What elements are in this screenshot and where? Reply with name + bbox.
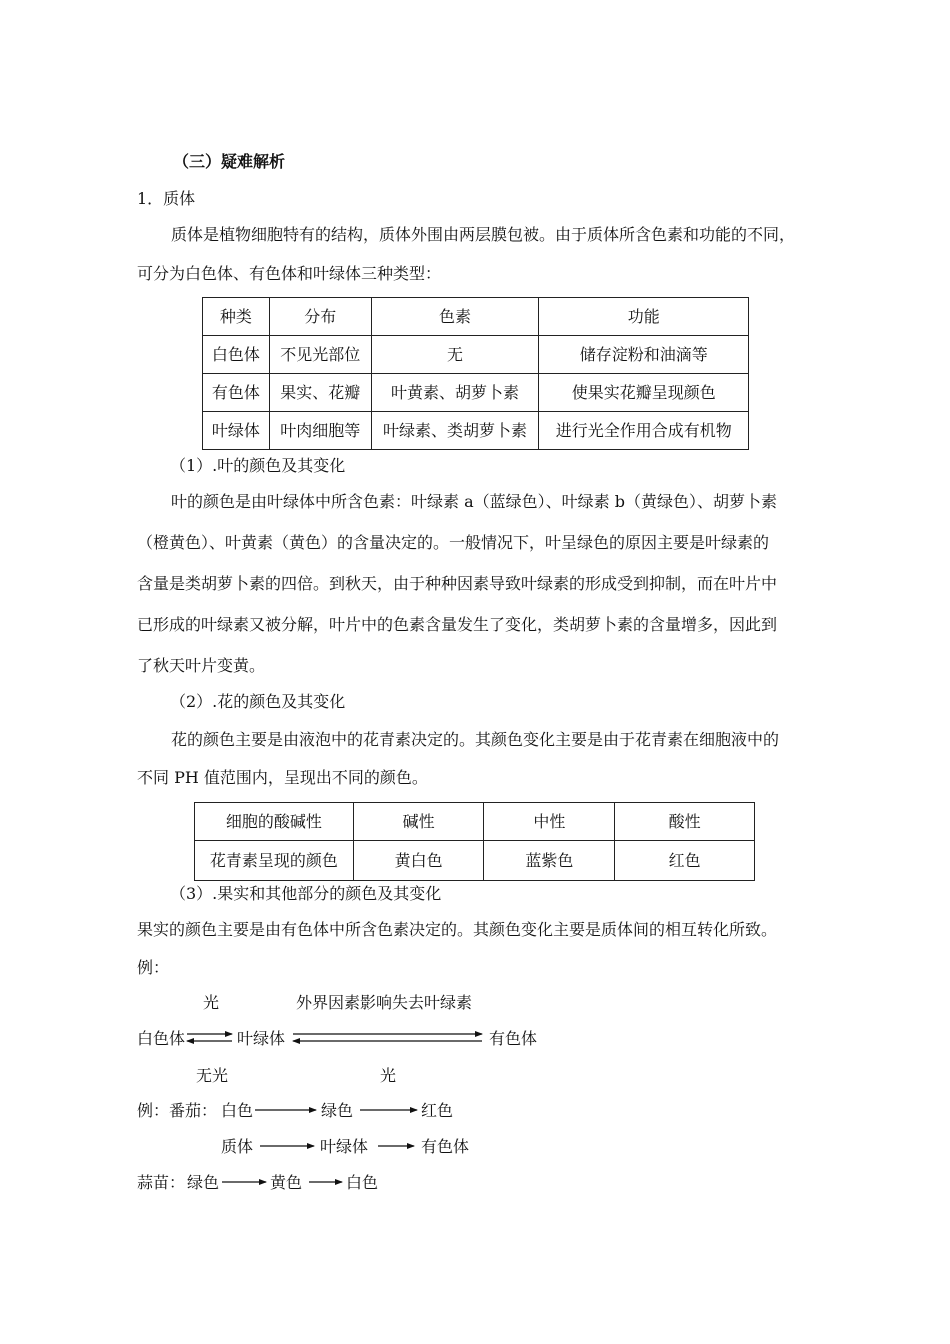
paragraph-line: 叶的颜色是由叶绿体中所含色素：叶绿素 a（蓝绿色）、叶绿素 b（黄绿色）、胡萝卜素 bbox=[171, 492, 777, 511]
table-cell: 叶肉细胞等 bbox=[269, 412, 371, 450]
table-cell: 酸性 bbox=[615, 803, 755, 841]
diagram-node-chromoplast: 有色体 bbox=[489, 1029, 538, 1048]
table-header-cell: 种类 bbox=[203, 298, 270, 336]
table-header-cell: 分布 bbox=[269, 298, 371, 336]
garlic-label: 蒜苗： bbox=[137, 1173, 186, 1192]
table-cell: 蓝紫色 bbox=[484, 841, 615, 881]
tomato-plastid-1: 质体 bbox=[221, 1137, 254, 1156]
table-header-cell: 功能 bbox=[539, 298, 749, 336]
diagram-node-chloroplast: 叶绿体 bbox=[237, 1029, 286, 1048]
diagram-node-leucoplast: 白色体 bbox=[137, 1029, 186, 1048]
garlic-color-3: 白色 bbox=[346, 1173, 379, 1192]
tomato-color-3: 红色 bbox=[421, 1101, 454, 1120]
subsection-title: （2）.花的颜色及其变化 bbox=[170, 692, 346, 711]
table-cell: 叶黄素、胡萝卜素 bbox=[371, 374, 539, 412]
tomato-plastid-3: 有色体 bbox=[421, 1137, 470, 1156]
table-cell: 果实、花瓣 bbox=[269, 374, 371, 412]
table-cell: 叶绿体 bbox=[203, 412, 270, 450]
diagram-label-light-bottom: 光 bbox=[380, 1066, 397, 1085]
table-cell: 使果实花瓣呈现颜色 bbox=[539, 374, 749, 412]
paragraph-line: 含量是类胡萝卜素的四倍。到秋天，由于种种因素导致叶绿素的形成受到抑制，而在叶片中 bbox=[137, 574, 778, 593]
paragraph-line: 花的颜色主要是由液泡中的花青素决定的。其颜色变化主要是由于花青素在细胞液中的 bbox=[171, 730, 780, 749]
diagram-label-no-light: 无光 bbox=[196, 1066, 229, 1085]
diagram-label-light: 光 bbox=[203, 993, 220, 1012]
table-cell: 黄白色 bbox=[353, 841, 484, 881]
table-row bbox=[195, 803, 755, 841]
table-row bbox=[195, 841, 755, 881]
tomato-color-2: 绿色 bbox=[321, 1101, 354, 1120]
table-cell: 白色体 bbox=[203, 336, 270, 374]
example-label: 例： bbox=[137, 958, 170, 977]
table-row bbox=[203, 336, 749, 374]
paragraph-line: 可分为白色体、有色体和叶绿体三种类型： bbox=[137, 264, 442, 283]
table-cell: 无 bbox=[371, 336, 539, 374]
paragraph-line: 已形成的叶绿素又被分解，叶片中的色素含量发生了变化，类胡萝卜素的含量增多，因此到 bbox=[137, 615, 778, 634]
garlic-color-2: 黄色 bbox=[270, 1173, 303, 1192]
paragraph-line: 质体是植物细胞特有的结构，质体外围由两层膜包被。由于质体所含色素和功能的不同， bbox=[171, 225, 796, 244]
subsection-title: （1）.叶的颜色及其变化 bbox=[170, 456, 346, 475]
table-cell: 碱性 bbox=[353, 803, 484, 841]
table-row bbox=[203, 412, 749, 450]
garlic-color-1: 绿色 bbox=[187, 1173, 220, 1192]
table-cell: 花青素呈现的颜色 bbox=[195, 841, 354, 881]
paragraph-line: 不同 PH 值范围内，呈现出不同的颜色。 bbox=[137, 768, 428, 787]
table-cell: 细胞的酸碱性 bbox=[195, 803, 354, 841]
table-cell: 中性 bbox=[484, 803, 615, 841]
table-cell: 不见光部位 bbox=[269, 336, 371, 374]
table-cell: 有色体 bbox=[203, 374, 270, 412]
paragraph-line: （橙黄色）、叶黄素（黄色）的含量决定的。一般情况下，叶呈绿色的原因主要是叶绿素的 bbox=[137, 533, 770, 552]
tomato-color-1: 白色 bbox=[221, 1101, 254, 1120]
table-header-cell: 色素 bbox=[371, 298, 539, 336]
section-title: （三）疑难解析 bbox=[173, 152, 286, 171]
table-header-row bbox=[203, 298, 749, 336]
paragraph-line: 果实的颜色主要是由有色体中所含色素决定的。其颜色变化主要是质体间的相互转化所致。 bbox=[137, 920, 778, 939]
ph-color-table bbox=[194, 802, 755, 881]
table-cell: 红色 bbox=[615, 841, 755, 881]
item-title-plastid: 1．质体 bbox=[137, 189, 196, 208]
tomato-plastid-2: 叶绿体 bbox=[320, 1137, 369, 1156]
table-cell: 储存淀粉和油滴等 bbox=[539, 336, 749, 374]
table-cell: 叶绿素、类胡萝卜素 bbox=[371, 412, 539, 450]
tomato-label: 例：番茄： bbox=[137, 1101, 218, 1120]
subsection-title: （3）.果实和其他部分的颜色及其变化 bbox=[170, 884, 442, 903]
diagram-label-external-factor: 外界因素影响失去叶绿素 bbox=[296, 993, 473, 1012]
paragraph-line: 了秋天叶片变黄。 bbox=[137, 656, 266, 675]
table-row bbox=[203, 374, 749, 412]
table-cell: 进行光全作用合成有机物 bbox=[539, 412, 749, 450]
plastid-table bbox=[202, 297, 749, 450]
